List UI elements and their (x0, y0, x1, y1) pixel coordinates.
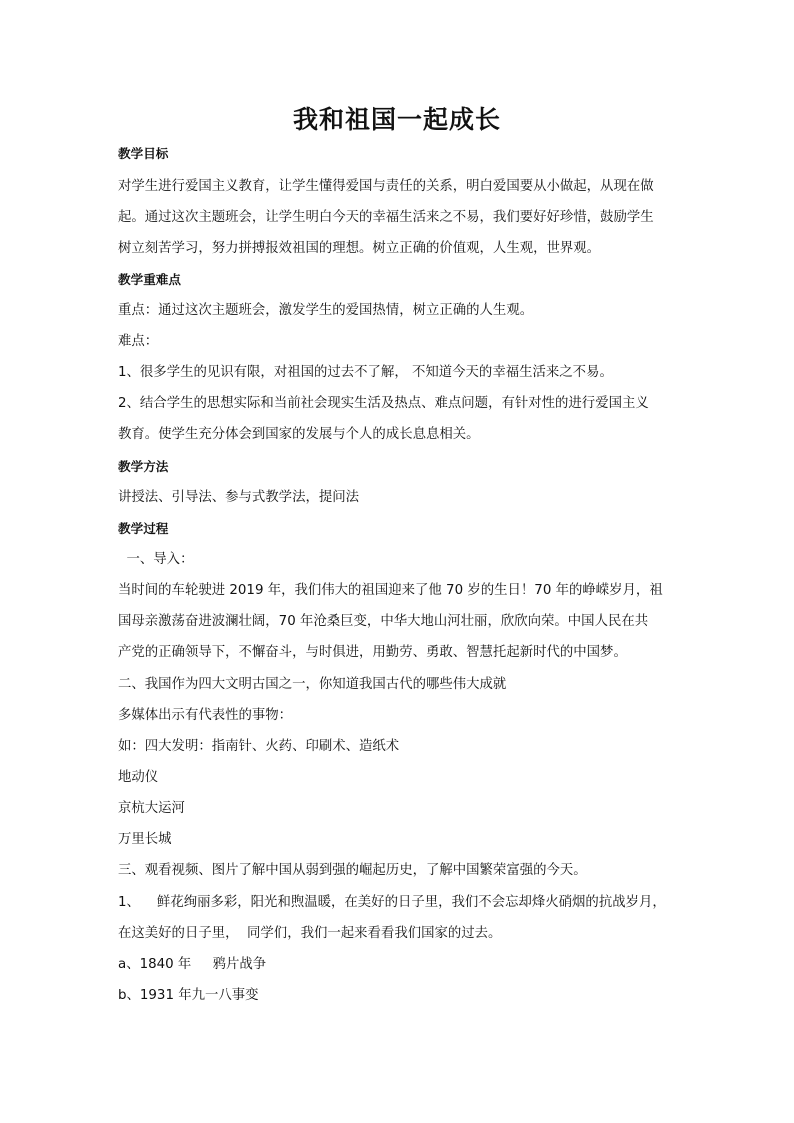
paragraph-line: 树立刻苦学习，努力拼搏报效祖国的理想。树立正确的价值观，人生观，世界观。 (118, 241, 601, 256)
paragraph-line: 1、 鲜花绚丽多彩，阳光和煦温暖，在美好的日子里，我们不会忘却烽火硝烟的抗战岁月， (118, 895, 666, 910)
paragraph-line: 国母亲激荡奋进波澜壮阔，70 年沧桑巨变，中华大地山河壮丽，欣欣向荣。中国人民在共 (118, 614, 649, 629)
paragraph-line: 难点： (118, 334, 159, 349)
paragraph-line: 1、很多学生的见识有限，对祖国的过去不了解， 不知道今天的幸福生活来之不易。 (118, 365, 613, 380)
paragraph-line: 万里长城 (118, 832, 172, 847)
paragraph-line: 2、结合学生的思想实际和当前社会现实生活及热点、难点问题，有针对性的进行爱国主义 (118, 396, 649, 411)
paragraph-line: 一、导入： (118, 552, 194, 567)
heading-teaching-methods: 教学方法 (118, 459, 169, 474)
paragraph-line: 教育。使学生充分体会到国家的发展与个人的成长息息相关。 (118, 427, 480, 442)
paragraph-line: 在这美好的日子里， 同学们，我们一起来看看我们国家的过去。 (118, 926, 502, 941)
heading-key-difficulties: 教学重难点 (118, 272, 181, 287)
paragraph-line: 如：四大发明：指南针、火药、印刷术、造纸术 (118, 739, 400, 754)
paragraph-line: 二、我国作为四大文明古国之一，你知道我国古代的哪些伟大成就 (118, 677, 507, 692)
paragraph-line: 地动仪 (118, 770, 159, 785)
paragraph-line: 起。通过这次主题班会，让学生明白今天的幸福生活来之不易，我们要好好珍惜，鼓励学生 (118, 210, 654, 225)
document-title: 我和祖国一起成长 (292, 105, 501, 134)
paragraph-line: 当时间的车轮驶进 2019 年，我们伟大的祖国迎来了他 70 岁的生日！70 年的峥嵘岁月，祖 (118, 583, 663, 598)
heading-teaching-goals: 教学目标 (118, 146, 169, 161)
paragraph-line: 三、观看视频、图片了解中国从弱到强的崛起历史，了解中国繁荣富强的今天。 (118, 863, 587, 878)
heading-teaching-process: 教学过程 (118, 521, 169, 536)
paragraph-line: 讲授法、引导法、参与式教学法，提问法 (118, 490, 360, 505)
paragraph-line: 产党的正确领导下，不懈奋斗，与时俱进，用勤劳、勇敢、智慧托起新时代的中国梦。 (118, 645, 627, 660)
paragraph-line: 对学生进行爱国主义教育，让学生懂得爱国与责任的关系，明白爱国要从小做起，从现在做 (118, 179, 654, 194)
paragraph-line: 京杭大运河 (118, 801, 185, 816)
paragraph-line: b、1931 年九一八事变 (118, 988, 259, 1003)
paragraph-line: 多媒体出示有代表性的事物： (118, 708, 293, 723)
paragraph-line: 重点：通过这次主题班会，激发学生的爱国热情，树立正确的人生观。 (118, 303, 534, 318)
paragraph-line: a、1840 年 鸦片战争 (118, 957, 267, 972)
